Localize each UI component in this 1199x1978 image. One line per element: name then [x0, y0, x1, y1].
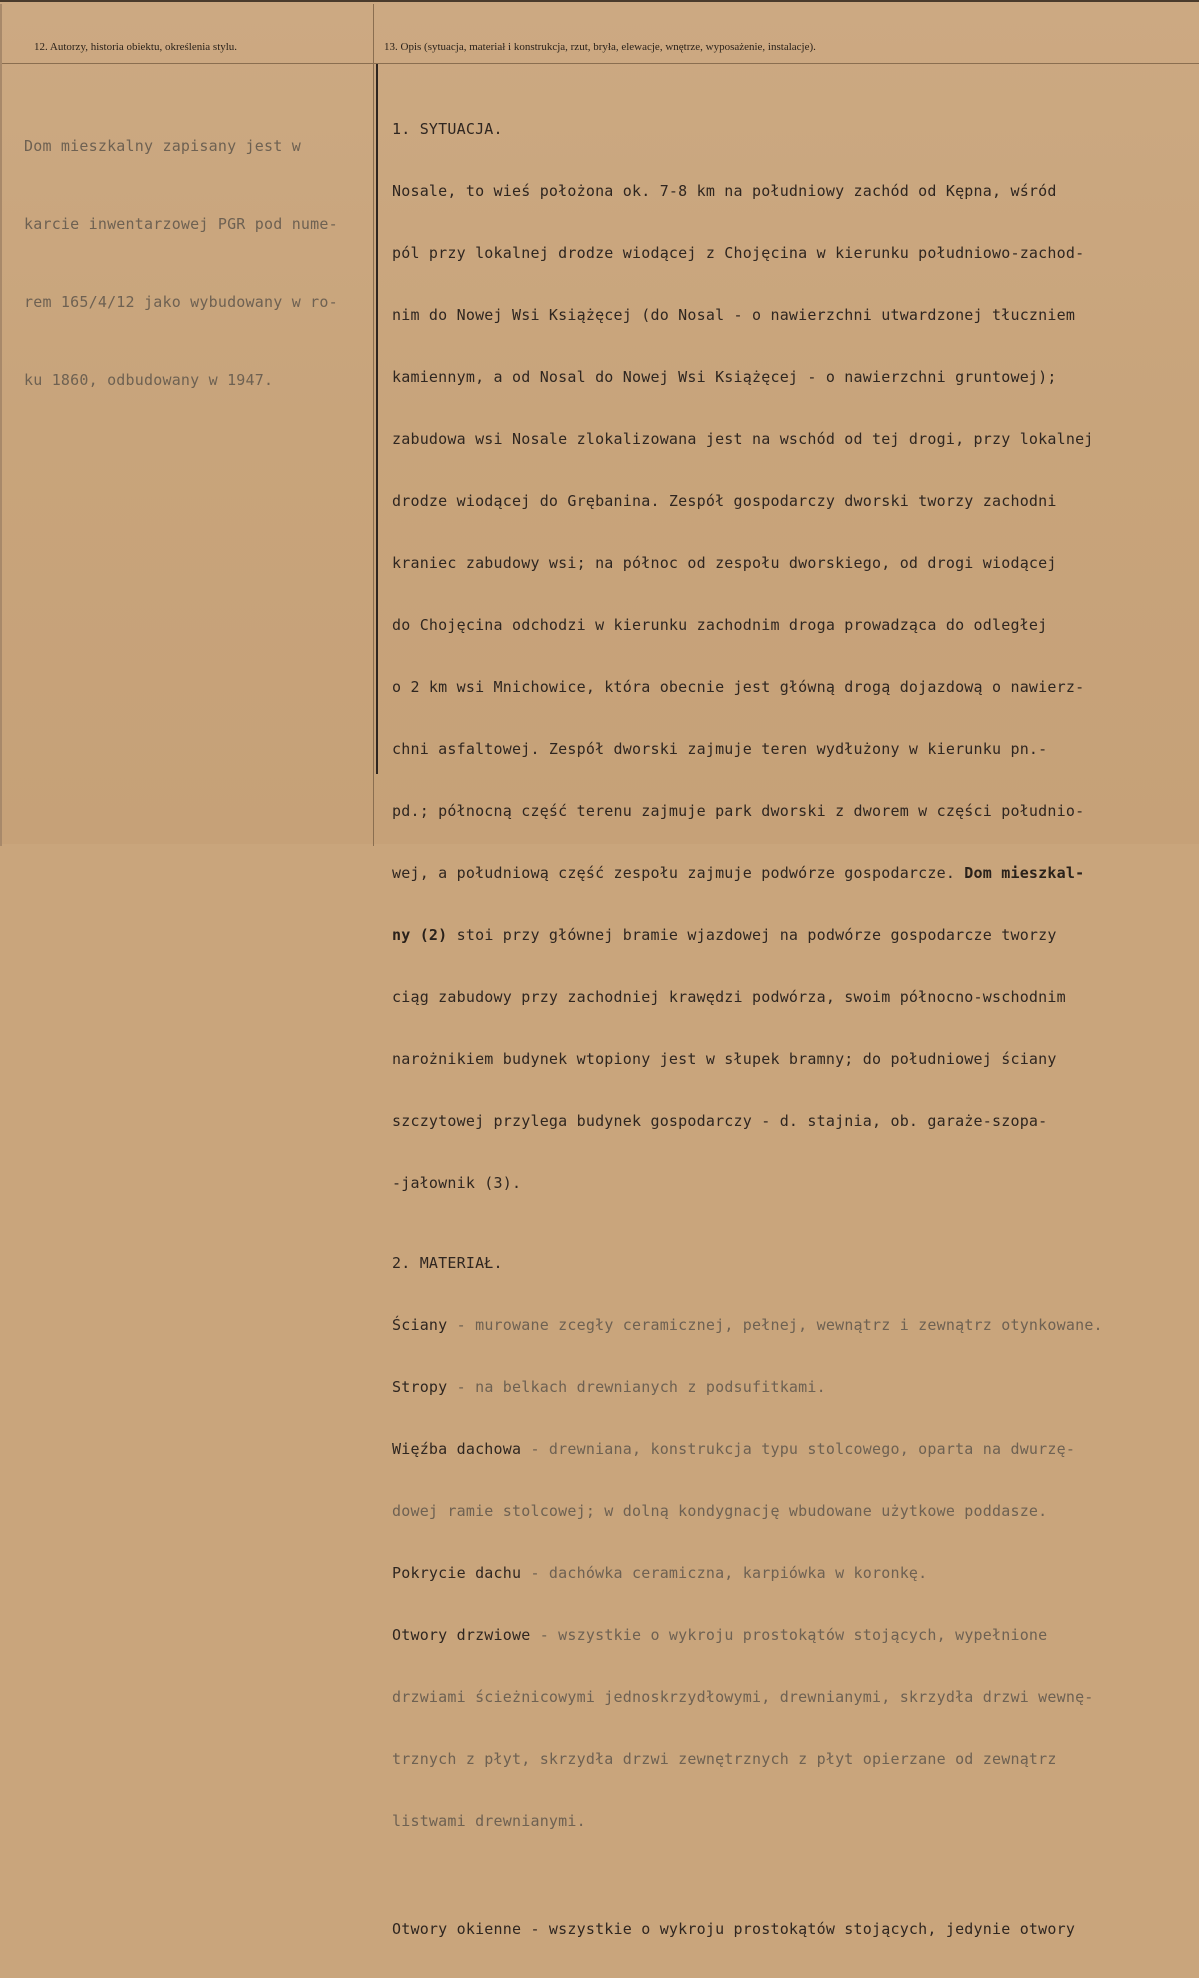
doors-line: drzwiami ścieżnicowymi jednoskrzydłowymi, drewnianymi, skrzydła drzwi wewnę- — [392, 1688, 1094, 1706]
situation-line: -jałownik (3). — [392, 1174, 522, 1192]
situation-line-text: stoi przy głównej bramie wjazdowej na podwórze gospodarcze tworzy — [447, 926, 1057, 944]
walls-text: - murowane zcegły ceramicznej, pełnej, wewnątrz i zewnątrz otynkowane. — [447, 1316, 1103, 1334]
situation-line: kamiennym, a od Nosal do Nowej Wsi Książęcej - o nawierzchni gruntowej); — [392, 368, 1057, 386]
windows-text: - wszystkie o wykroju prostokątów stojących, jedynie otwory — [521, 1920, 1076, 1938]
situation-line: pd.; północną część terenu zajmuje park dworski z dworem w części południo- — [392, 802, 1085, 820]
material-heading: 2. MATERIAŁ. — [392, 1254, 503, 1272]
situation-line: chni asfaltowej. Zespół dworski zajmuje teren wydłużony w kierunku pn.- — [392, 740, 1048, 758]
situation-line — [392, 860, 1182, 886]
walls-line — [392, 1312, 1182, 1338]
doors-line: trznych z płyt, skrzydła drzwi zewnętrznych z płyt opierzane od zewnątrz — [392, 1750, 1057, 1768]
spacer — [392, 1870, 1182, 1880]
walls-label: Ściany — [392, 1316, 448, 1334]
situation-line: kraniec zabudowy wsi; na północ od zespołu dworskiego, od drogi wiodącej — [392, 554, 1057, 572]
roof-truss-line-2: dowej ramie stolcowej; w dolną kondygnację wbudowane użytkowe poddasze. — [392, 1502, 1048, 1520]
header-rule-left — [2, 63, 373, 64]
ceilings-line — [392, 1374, 1182, 1400]
windows-line — [392, 1916, 1182, 1942]
situation-line-text: wej, a południową część zespołu zajmuje podwórze gospodarcze. — [392, 864, 956, 882]
doors-line: listwami drewnianymi. — [392, 1812, 586, 1830]
situation-line: narożnikiem budynek wtopiony jest w słupek bramny; do południowej ściany — [392, 1050, 1057, 1068]
history-line: Dom mieszkalny zapisany jest w — [24, 137, 301, 155]
section-12-header: 12. Autorzy, historia obiektu, określenia stylu. — [34, 41, 238, 53]
ceilings-text: - na belkach drewnianych z podsufitkami. — [447, 1378, 826, 1396]
section-13-header: 13. Opis (sytuacja, materiał i konstrukcja, rzut, bryła, elewacje, wnętrze, wyposażenie, instalacje). — [384, 41, 816, 53]
situation-line: ciąg zabudowy przy zachodniej krawędzi podwórza, swoim północno-wschodnim — [392, 988, 1066, 1006]
typed-vertical-rule — [376, 64, 378, 774]
history-line: ku 1860, odbudowany w 1947. — [24, 371, 274, 389]
roof-cover-line — [392, 1560, 1182, 1586]
header-rule-right — [374, 63, 1199, 64]
situation-line: nim do Nowej Wsi Książęcej (do Nosal - o nawierzchni utwardzonej tłuczniem — [392, 306, 1076, 324]
roof-truss-label: Więźba dachowa — [392, 1440, 522, 1458]
roof-cover-label: Pokrycie dachu — [392, 1564, 522, 1582]
situation-line: do Chojęcina odchodzi w kierunku zachodnim droga prowadząca do odległej — [392, 616, 1048, 634]
roof-truss-line — [392, 1436, 1182, 1462]
situation-heading: 1. SYTUACJA. — [392, 120, 503, 138]
situation-line: Nosale, to wieś położona ok. 7-8 km na południowy zachód od Kępna, wśród — [392, 182, 1057, 200]
roof-cover-text: - dachówka ceramiczna, karpiówka w koronkę. — [521, 1564, 928, 1582]
history-text — [24, 81, 338, 445]
doors-text: - wszystkie o wykroju prostokątów stojących, wypełnione — [530, 1626, 1048, 1644]
dom-mieszkalny-label-cont: ny (2) — [392, 926, 448, 944]
card-left-edge — [0, 4, 2, 846]
situation-line: o 2 km wsi Mnichowice, która obecnie jest główną drogą dojazdową o nawierz- — [392, 678, 1085, 696]
situation-line — [392, 922, 1182, 948]
doors-line — [392, 1622, 1182, 1648]
history-line: rem 165/4/12 jako wybudowany w ro- — [24, 293, 338, 311]
doors-label: Otwory drzwiowe — [392, 1626, 531, 1644]
situation-line: szczytowej przylega budynek gospodarczy - d. stajnia, ob. garaże-szopa- — [392, 1112, 1048, 1130]
ceilings-label: Stropy — [392, 1378, 448, 1396]
situation-line: drodze wiodącej do Grębanina. Zespół gospodarczy dworski tworzy zachodni — [392, 492, 1057, 510]
situation-line: zabudowa wsi Nosale zlokalizowana jest na wschód od tej drogi, przy lokalnej — [392, 430, 1094, 448]
windows-label: Otwory okienne — [392, 1920, 522, 1938]
situation-line: pól przy lokalnej drodze wiodącej z Chojęcina w kierunku południowo-zachod- — [392, 244, 1085, 262]
roof-truss-text: - drewniana, konstrukcja typu stolcowego, oparta na dwurzę- — [521, 1440, 1076, 1458]
column-divider — [373, 4, 374, 846]
description-text — [392, 80, 1182, 1978]
dom-mieszkalny-label: Dom mieszkal- — [955, 864, 1085, 882]
history-line: karcie inwentarzowej PGR pod nume- — [24, 215, 338, 233]
